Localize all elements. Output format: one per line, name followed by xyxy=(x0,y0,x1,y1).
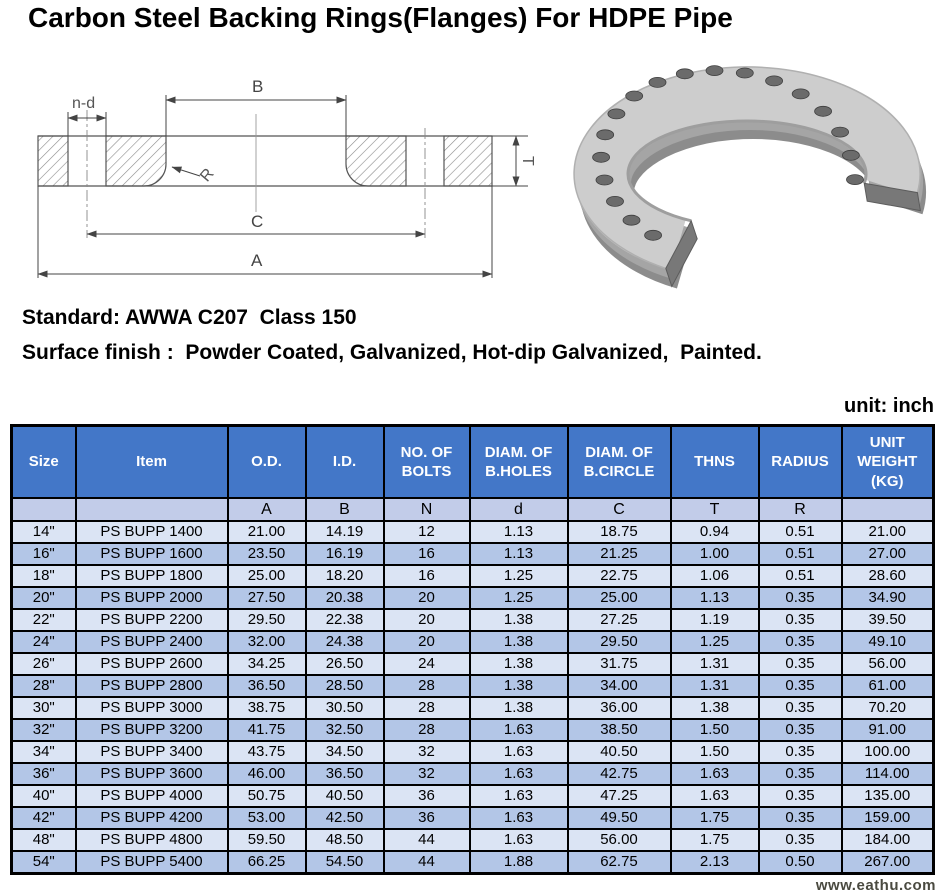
table-cell: 56.00 xyxy=(568,829,671,851)
table-cell: 1.38 xyxy=(470,653,568,675)
page-title: Carbon Steel Backing Rings(Flanges) For HDPE Pipe xyxy=(28,2,733,33)
col-header-od: O.D. xyxy=(228,426,306,499)
table-cell: 18.75 xyxy=(568,521,671,543)
dim-A xyxy=(38,186,492,278)
table-cell: 1.00 xyxy=(671,543,759,565)
table-cell: 36" xyxy=(12,763,76,785)
table-cell: 26.50 xyxy=(306,653,384,675)
table-cell: 0.35 xyxy=(759,653,842,675)
table-cell: 44 xyxy=(384,829,470,851)
table-cell: PS BUPP 4000 xyxy=(76,785,228,807)
table-cell: 1.75 xyxy=(671,807,759,829)
table-row xyxy=(12,521,934,543)
table-cell: 36.50 xyxy=(228,675,306,697)
table-cell: 1.63 xyxy=(470,741,568,763)
table-row xyxy=(12,675,934,697)
table-header xyxy=(12,426,934,522)
table-cell: 1.13 xyxy=(470,521,568,543)
table-cell: 43.75 xyxy=(228,741,306,763)
table-cell: 27.50 xyxy=(228,587,306,609)
col-header-item: Item xyxy=(76,426,228,499)
table-cell: PS BUPP 3000 xyxy=(76,697,228,719)
table-cell: 0.35 xyxy=(759,785,842,807)
subheader-cell xyxy=(12,498,76,521)
table-cell: 1.63 xyxy=(470,763,568,785)
table-cell: 21.00 xyxy=(842,521,934,543)
watermark: www.eathu.com xyxy=(815,877,936,894)
table-cell: 28.60 xyxy=(842,565,934,587)
table-cell: 0.51 xyxy=(759,521,842,543)
col-header-id: I.D. xyxy=(306,426,384,499)
table-cell: 0.35 xyxy=(759,631,842,653)
table-cell: 42.50 xyxy=(306,807,384,829)
table-row xyxy=(12,829,934,851)
table-cell: 0.51 xyxy=(759,565,842,587)
table-cell: 36.50 xyxy=(306,763,384,785)
table-cell: PS BUPP 3600 xyxy=(76,763,228,785)
table-cell: 1.38 xyxy=(470,697,568,719)
table-cell: 47.25 xyxy=(568,785,671,807)
table-cell: 0.35 xyxy=(759,675,842,697)
table-row xyxy=(12,741,934,763)
table-cell: 12 xyxy=(384,521,470,543)
subheader-cell: R xyxy=(759,498,842,521)
header-row xyxy=(12,426,934,499)
table-cell: PS BUPP 3200 xyxy=(76,719,228,741)
table-cell: 34.25 xyxy=(228,653,306,675)
table-cell: 38.50 xyxy=(568,719,671,741)
table-cell: 48" xyxy=(12,829,76,851)
table-cell: PS BUPP 5400 xyxy=(76,851,228,874)
table-cell: 49.50 xyxy=(568,807,671,829)
dim-R-leader xyxy=(172,167,200,176)
table-cell: 21.00 xyxy=(228,521,306,543)
table-cell: 46.00 xyxy=(228,763,306,785)
table-row xyxy=(12,785,934,807)
table-row xyxy=(12,763,934,785)
col-header-bcircle: DIAM. OF B.CIRCLE xyxy=(568,426,671,499)
table-cell: 20 xyxy=(384,631,470,653)
table-cell: 27.25 xyxy=(568,609,671,631)
table-cell: 0.35 xyxy=(759,829,842,851)
table-cell: 1.25 xyxy=(470,565,568,587)
table-cell: 34.90 xyxy=(842,587,934,609)
table-cell: 32.00 xyxy=(228,631,306,653)
table-cell: 36 xyxy=(384,785,470,807)
table-cell: 20 xyxy=(384,587,470,609)
table-cell: 16" xyxy=(12,543,76,565)
table-cell: 1.19 xyxy=(671,609,759,631)
dim-label-nd: n-d xyxy=(72,95,96,112)
subheader-cell: B xyxy=(306,498,384,521)
table-cell: 40.50 xyxy=(568,741,671,763)
table-cell: 27.00 xyxy=(842,543,934,565)
table-cell: PS BUPP 2000 xyxy=(76,587,228,609)
subheader-cell: T xyxy=(671,498,759,521)
table-cell: 1.88 xyxy=(470,851,568,874)
dim-label-A: A xyxy=(251,251,263,270)
table-cell: 53.00 xyxy=(228,807,306,829)
table-cell: 24 xyxy=(384,653,470,675)
table-cell: PS BUPP 2800 xyxy=(76,675,228,697)
dim-label-R: R xyxy=(197,165,218,186)
table-cell: 40.50 xyxy=(306,785,384,807)
section-hatched-blocks xyxy=(38,136,492,186)
table-cell: 36.00 xyxy=(568,697,671,719)
table-cell: 22" xyxy=(12,609,76,631)
table-cell: 25.00 xyxy=(228,565,306,587)
table-cell: 54.50 xyxy=(306,851,384,874)
table-cell: 34.00 xyxy=(568,675,671,697)
standard-line: Standard: AWWA C207 Class 150 xyxy=(22,306,357,329)
table-cell: 29.50 xyxy=(568,631,671,653)
col-header-weight: UNIT WEIGHT (KG) xyxy=(842,426,934,499)
table-cell: 42" xyxy=(12,807,76,829)
table-row xyxy=(12,543,934,565)
col-header-bholes: DIAM. OF B.HOLES xyxy=(470,426,568,499)
table-body xyxy=(12,521,934,874)
col-header-bolts: NO. OF BOLTS xyxy=(384,426,470,499)
table-cell: 1.31 xyxy=(671,675,759,697)
table-cell: PS BUPP 1800 xyxy=(76,565,228,587)
table-cell: 28 xyxy=(384,719,470,741)
table-cell: 44 xyxy=(384,851,470,874)
table-cell: 22.38 xyxy=(306,609,384,631)
table-cell: 1.25 xyxy=(671,631,759,653)
dim-label-C: C xyxy=(251,212,264,231)
table-cell: PS BUPP 3400 xyxy=(76,741,228,763)
table-cell: 20.38 xyxy=(306,587,384,609)
table-cell: 1.63 xyxy=(470,785,568,807)
table-cell: 1.38 xyxy=(671,697,759,719)
table-cell: 0.35 xyxy=(759,697,842,719)
table-cell: 1.50 xyxy=(671,741,759,763)
subheader-cell: d xyxy=(470,498,568,521)
table-cell: 0.35 xyxy=(759,807,842,829)
table-cell: 22.75 xyxy=(568,565,671,587)
table-cell: 14.19 xyxy=(306,521,384,543)
table-cell: 0.35 xyxy=(759,587,842,609)
table-cell: 0.35 xyxy=(759,763,842,785)
table-cell: 0.35 xyxy=(759,741,842,763)
table-cell: 38.75 xyxy=(228,697,306,719)
table-cell: 114.00 xyxy=(842,763,934,785)
table-cell: 184.00 xyxy=(842,829,934,851)
table-cell: 0.35 xyxy=(759,719,842,741)
table-cell: 1.13 xyxy=(470,543,568,565)
table-cell: 61.00 xyxy=(842,675,934,697)
surface-finish-line: Surface finish : Powder Coated, Galvanized, Hot-dip Galvanized, Painted. xyxy=(22,341,762,364)
table-row xyxy=(12,719,934,741)
col-header-radius: RADIUS xyxy=(759,426,842,499)
table-cell: 1.38 xyxy=(470,675,568,697)
table-cell: 34" xyxy=(12,741,76,763)
subheader-row xyxy=(12,498,934,521)
table-cell: 0.50 xyxy=(759,851,842,874)
table-row xyxy=(12,587,934,609)
table-cell: PS BUPP 2200 xyxy=(76,609,228,631)
table-cell: 32 xyxy=(384,741,470,763)
table-cell: 25.00 xyxy=(568,587,671,609)
table-cell: 24.38 xyxy=(306,631,384,653)
table-cell: 59.50 xyxy=(228,829,306,851)
table-cell: 28.50 xyxy=(306,675,384,697)
table-cell: 42.75 xyxy=(568,763,671,785)
table-row xyxy=(12,807,934,829)
table-cell: 32 xyxy=(384,763,470,785)
table-cell: PS BUPP 4800 xyxy=(76,829,228,851)
table-cell: 14" xyxy=(12,521,76,543)
table-cell: 70.20 xyxy=(842,697,934,719)
table-cell: 26" xyxy=(12,653,76,675)
table-cell: 28 xyxy=(384,697,470,719)
table-row xyxy=(12,697,934,719)
table-cell: 34.50 xyxy=(306,741,384,763)
table-cell: 0.35 xyxy=(759,609,842,631)
table-cell: 16 xyxy=(384,565,470,587)
dimension-table xyxy=(10,424,935,875)
table-cell: 41.75 xyxy=(228,719,306,741)
table-cell: 91.00 xyxy=(842,719,934,741)
dim-label-B: B xyxy=(252,77,264,96)
table-cell: 1.63 xyxy=(671,785,759,807)
table-cell: PS BUPP 4200 xyxy=(76,807,228,829)
table-cell: 1.63 xyxy=(470,829,568,851)
table-cell: PS BUPP 2600 xyxy=(76,653,228,675)
subheader-cell: A xyxy=(228,498,306,521)
table-cell: PS BUPP 1400 xyxy=(76,521,228,543)
col-header-thns: THNS xyxy=(671,426,759,499)
table-cell: 29.50 xyxy=(228,609,306,631)
table-cell: 23.50 xyxy=(228,543,306,565)
table-cell: 32.50 xyxy=(306,719,384,741)
table-cell: 40" xyxy=(12,785,76,807)
table-cell: 30.50 xyxy=(306,697,384,719)
table-cell: 135.00 xyxy=(842,785,934,807)
table-cell: 267.00 xyxy=(842,851,934,874)
table-cell: 1.63 xyxy=(470,807,568,829)
table-row xyxy=(12,631,934,653)
table-cell: 56.00 xyxy=(842,653,934,675)
table-cell: 18" xyxy=(12,565,76,587)
table-cell: 1.75 xyxy=(671,829,759,851)
table-row xyxy=(12,565,934,587)
table-cell: PS BUPP 2400 xyxy=(76,631,228,653)
table-cell: 1.63 xyxy=(671,763,759,785)
unit-label: unit: inch xyxy=(844,395,934,417)
table-cell: 1.63 xyxy=(470,719,568,741)
table-cell: 54" xyxy=(12,851,76,874)
table-cell: 100.00 xyxy=(842,741,934,763)
subheader-cell: N xyxy=(384,498,470,521)
table-cell: 159.00 xyxy=(842,807,934,829)
table-row xyxy=(12,851,934,874)
table-cell: 1.06 xyxy=(671,565,759,587)
table-cell: 1.38 xyxy=(470,631,568,653)
flange-cross-section-drawing xyxy=(8,62,548,302)
subheader-cell: C xyxy=(568,498,671,521)
table-cell: 62.75 xyxy=(568,851,671,874)
table-cell: 0.51 xyxy=(759,543,842,565)
table-cell: 48.50 xyxy=(306,829,384,851)
table-cell: 39.50 xyxy=(842,609,934,631)
table-cell: 18.20 xyxy=(306,565,384,587)
table-cell: 28 xyxy=(384,675,470,697)
subheader-cell xyxy=(76,498,228,521)
table-cell: 1.31 xyxy=(671,653,759,675)
table-cell: PS BUPP 1600 xyxy=(76,543,228,565)
col-header-size: Size xyxy=(12,426,76,499)
table-cell: 1.38 xyxy=(470,609,568,631)
table-cell: 1.50 xyxy=(671,719,759,741)
table-cell: 1.25 xyxy=(470,587,568,609)
table-cell: 2.13 xyxy=(671,851,759,874)
table-cell: 21.25 xyxy=(568,543,671,565)
table-cell: 49.10 xyxy=(842,631,934,653)
table-cell: 24" xyxy=(12,631,76,653)
table-cell: 31.75 xyxy=(568,653,671,675)
table-cell: 36 xyxy=(384,807,470,829)
table-cell: 30" xyxy=(12,697,76,719)
table-cell: 1.13 xyxy=(671,587,759,609)
table-cell: 20" xyxy=(12,587,76,609)
dim-label-T: T xyxy=(519,156,536,166)
table-cell: 66.25 xyxy=(228,851,306,874)
table-cell: 20 xyxy=(384,609,470,631)
table-row xyxy=(12,653,934,675)
table-cell: 16.19 xyxy=(306,543,384,565)
table-cell: 0.94 xyxy=(671,521,759,543)
table-cell: 16 xyxy=(384,543,470,565)
subheader-cell xyxy=(842,498,934,521)
table-cell: 32" xyxy=(12,719,76,741)
flange-3d-image xyxy=(555,62,935,302)
table-row xyxy=(12,609,934,631)
table-cell: 50.75 xyxy=(228,785,306,807)
table-cell: 28" xyxy=(12,675,76,697)
